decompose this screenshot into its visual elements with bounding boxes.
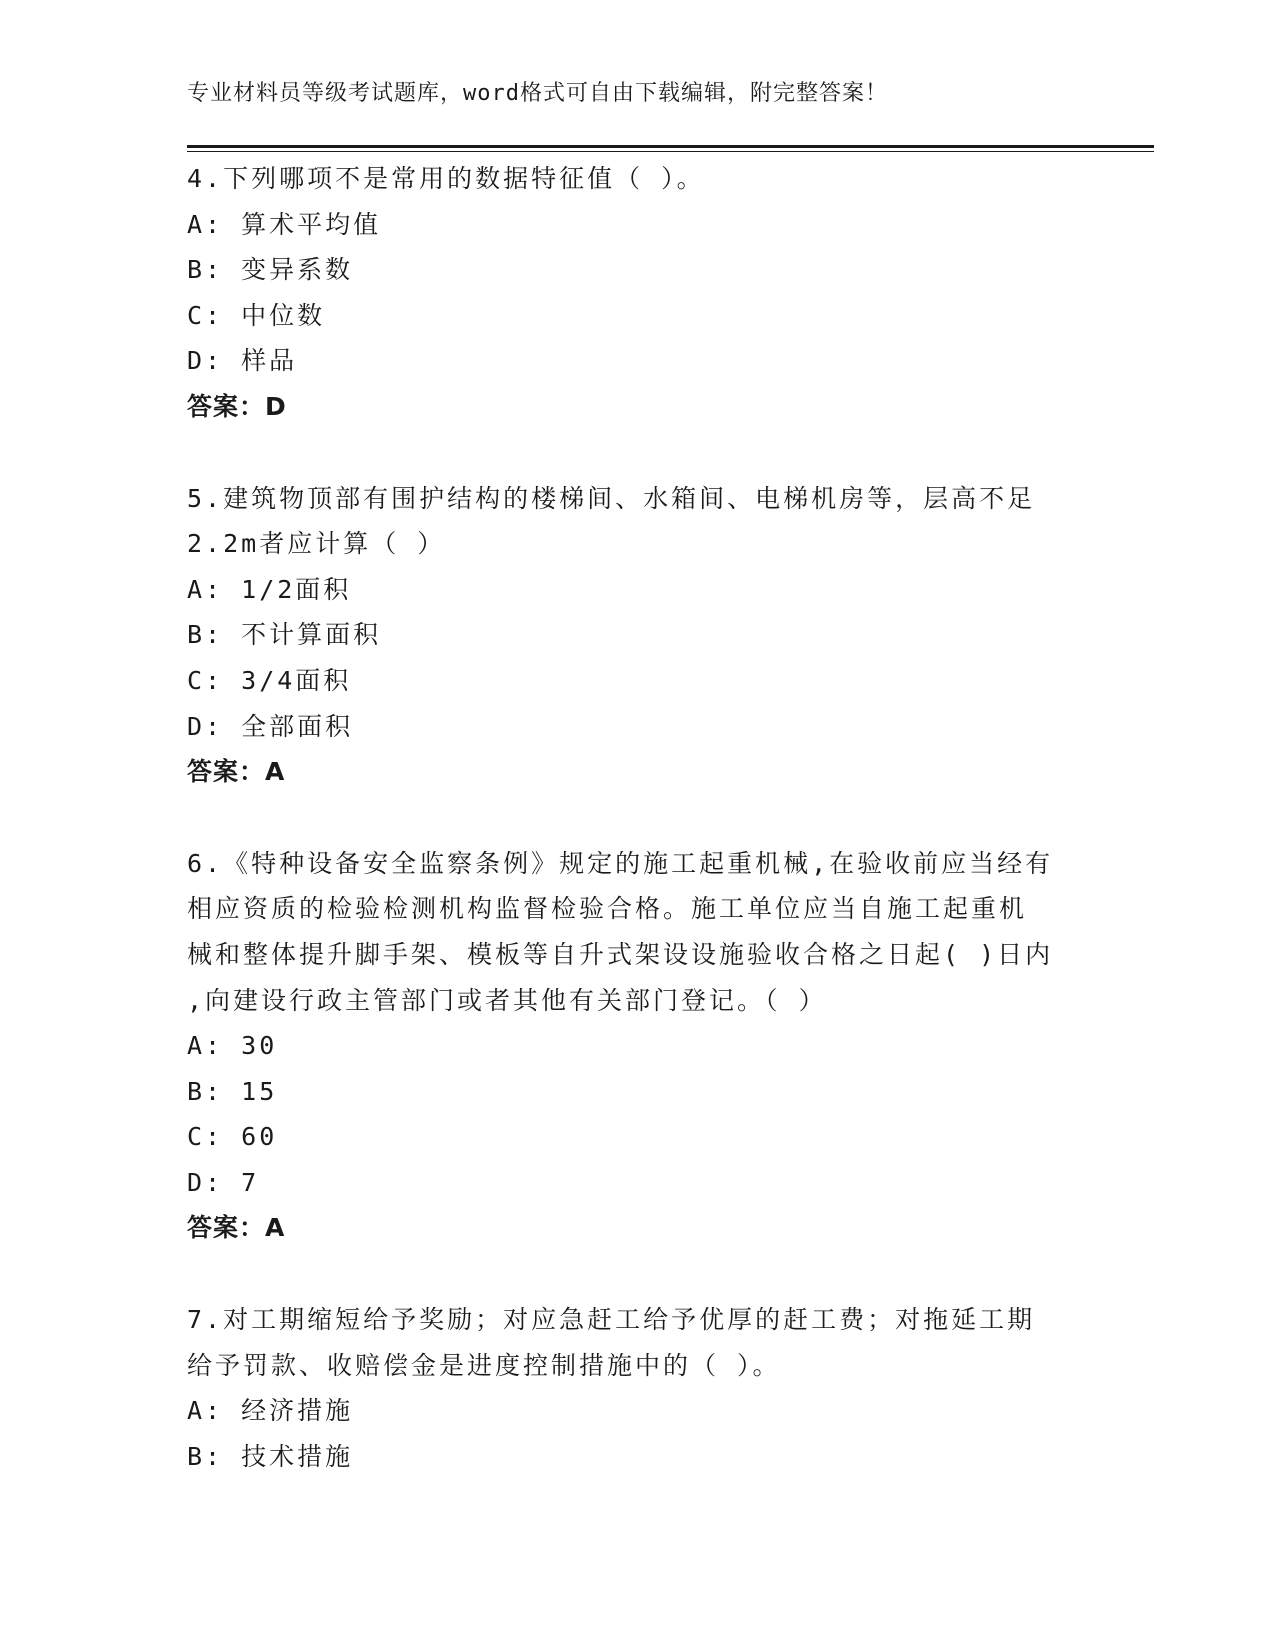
question-stem: 2.2m者应计算（ ） xyxy=(187,529,446,559)
header-rule-thin xyxy=(187,151,1154,152)
option-d: D: 全部面积 xyxy=(187,711,354,741)
question-stem: ,向建设行政主管部门或者其他有关部门登记。（ ） xyxy=(187,985,827,1015)
question-7 xyxy=(187,1297,1087,1479)
option-a: A: 算术平均值 xyxy=(187,209,382,239)
question-stem: 5.建筑物顶部有围护结构的楼梯间、水箱间、电梯机房等，层高不足 xyxy=(187,483,1036,513)
question-stem: 给予罚款、收赔偿金是进度控制措施中的（ ）。 xyxy=(187,1350,781,1380)
option-c: C: 中位数 xyxy=(187,300,326,330)
option-a: A: 30 xyxy=(187,1031,278,1061)
option-b: B: 15 xyxy=(187,1076,278,1106)
option-b: B: 技术措施 xyxy=(187,1441,354,1471)
question-6 xyxy=(187,841,1087,1251)
answer: 答案：A xyxy=(187,757,286,787)
option-a: A: 1/2面积 xyxy=(187,574,352,604)
answer: 答案：A xyxy=(187,1213,286,1243)
option-c: C: 60 xyxy=(187,1122,278,1152)
question-stem: 相应资质的检验检测机构监督检验合格。施工单位应当自施工起重机 xyxy=(187,894,1028,924)
option-d: D: 样品 xyxy=(187,346,298,376)
question-4 xyxy=(187,156,1087,430)
question-stem: 6.《特种设备安全监察条例》规定的施工起重机械,在验收前应当经有 xyxy=(187,848,1054,878)
option-d: D: 7 xyxy=(187,1167,260,1197)
question-stem: 7.对工期缩短给予奖励；对应急赶工给予优厚的赶工费；对拖延工期 xyxy=(187,1305,1036,1335)
question-stem: 械和整体提升脚手架、模板等自升式架设设施验收合格之日起( )日内 xyxy=(187,939,1054,969)
question-list xyxy=(187,156,1087,1525)
option-b: B: 不计算面积 xyxy=(187,620,382,650)
option-a: A: 经济措施 xyxy=(187,1396,354,1426)
question-5 xyxy=(187,476,1087,795)
answer: 答案：D xyxy=(187,391,287,421)
page-header: 专业材料员等级考试题库，word格式可自由下载编辑，附完整答案！ xyxy=(187,81,888,106)
option-b: B: 变异系数 xyxy=(187,255,354,285)
question-stem: 4.下列哪项不是常用的数据特征值（ ）。 xyxy=(187,164,705,193)
header-rule-thick xyxy=(187,145,1154,148)
option-c: C: 3/4面积 xyxy=(187,665,352,695)
